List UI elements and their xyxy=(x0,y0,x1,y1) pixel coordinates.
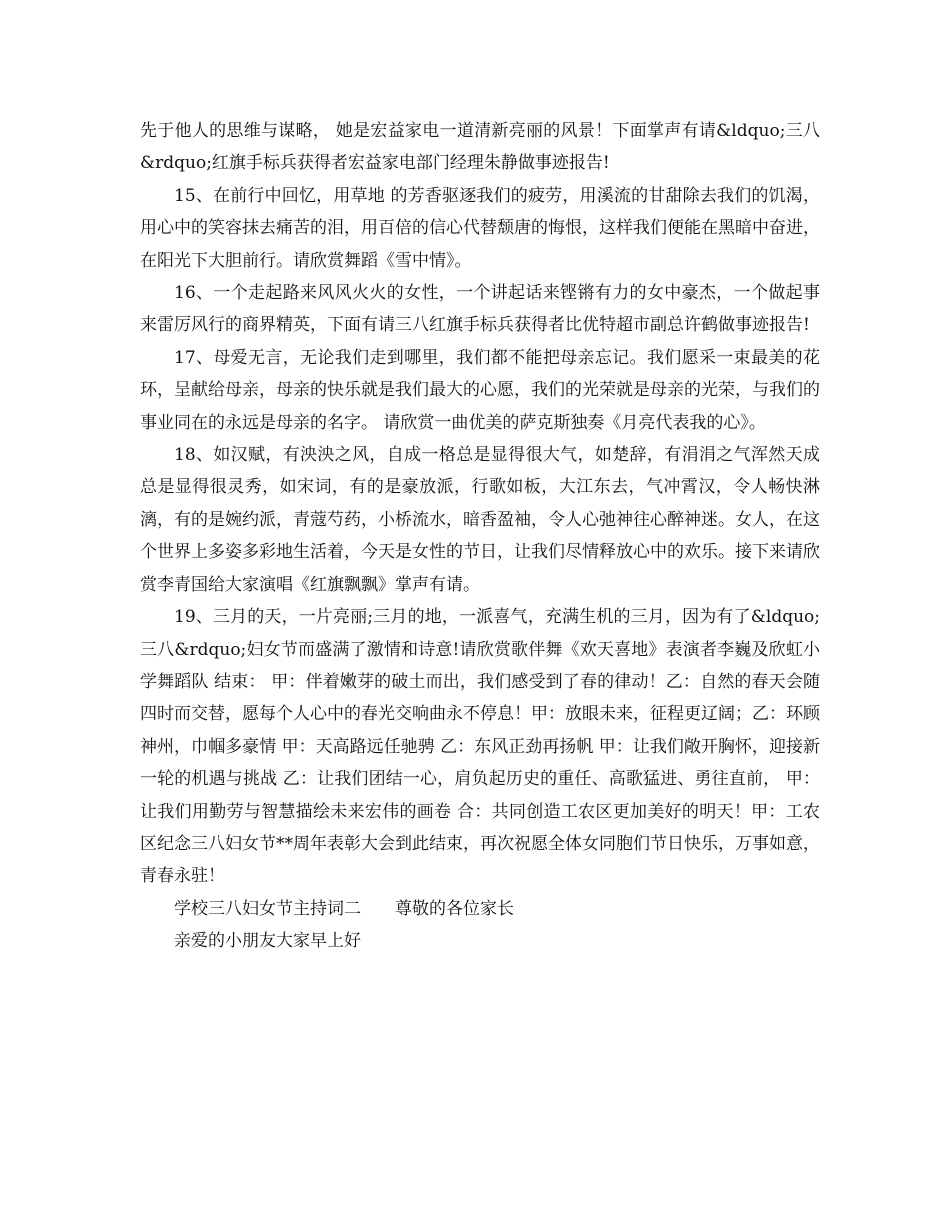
greeting-line: 亲爱的小朋友大家早上好 xyxy=(174,931,361,952)
section-heading-line: 学校三八妇女节主持词二 尊敬的各位家长 xyxy=(174,898,514,919)
paragraph-15: 15、在前行中回忆，用草地 的芳香驱逐我们的疲劳，用溪流的甘甜除去我们的饥渴，用心中的笑容抹去痛苦的泪，用百倍的信心代替颓唐的悔恨，这样我们便能在黑暗中奋进，在阳光下大胆前行。请欣赏舞蹈《雪中情》。 xyxy=(140,185,820,271)
paragraph-18: 18、如汉赋，有泱泱之风，自成一格总是显得很大气，如楚辞，有涓涓之气浑然天成总是显得很灵秀，如宋词，有的是豪放派，行歌如板，大江东去，气冲霄汉，令人畅快淋漓，有的是婉约派，青蔻芍药，小桥流水，暗香盈袖，令人心弛神往心醉神迷。女人，在这个世界上多姿多彩地生活着，今天是女性的节日，让我们尽情释放心中的欢乐。接下来请欣赏李青国给大家演唱《红旗飘飘》掌声有请。 xyxy=(140,445,820,595)
paragraph-17: 17、母爱无言，无论我们走到哪里，我们都不能把母亲忘记。我们愿采一束最美的花环，呈献给母亲，母亲的快乐就是我们最大的心愿，我们的光荣就是母亲的光荣，与我们的事业同在的永远是母亲的名字。 请欣赏一曲优美的萨克斯独奏《月亮代表我的心》。 xyxy=(140,347,820,433)
paragraph-19: 19、三月的天，一片亮丽;三月的地，一派喜气，充满生机的三月，因为有了&ldquo;三八&rdquo;妇女节而盛满了激情和诗意!请欣赏歌伴舞《欢天喜地》表演者李巍及欣虹小学舞蹈队 结束： 甲：伴着嫩芽的破土而出，我们感受到了春的律动！乙：自然的春天会随四时而交替，愿每个人心中的春光交响曲永不停息！甲：放眼未来，征程更辽阔；乙：环顾神州，巾帼多豪情 甲：天高路远任驰骋 乙：东风正劲再扬帆 甲：让我们敞开胸怀，迎接新一轮的机遇与挑战 乙：让我们团结一心，肩负起历史的重任、高歌猛进、勇往直前， 甲：让我们用勤劳与智慧描绘未来宏伟的画卷 合：共同创造工农区更加美好的明天！甲：工农区纪念三八妇女节**周年表彰大会到此结束，再次祝愿全体女同胞们节日快乐，万事如意，青春永驻！ xyxy=(140,607,820,887)
paragraph-16: 16、一个走起路来风风火火的女性，一个讲起话来铿锵有力的女中豪杰，一个做起事来雷厉风行的商界精英，下面有请三八红旗手标兵获得者比优特超市副总许鹤做事迹报告! xyxy=(140,283,820,336)
paragraph-14-continuation: 先于他人的思维与谋略， 她是宏益家电一道清新亮丽的风景！下面掌声有请&ldquo;三八&rdquo;红旗手标兵获得者宏益家电部门经理朱静做事迹报告! xyxy=(140,121,820,174)
